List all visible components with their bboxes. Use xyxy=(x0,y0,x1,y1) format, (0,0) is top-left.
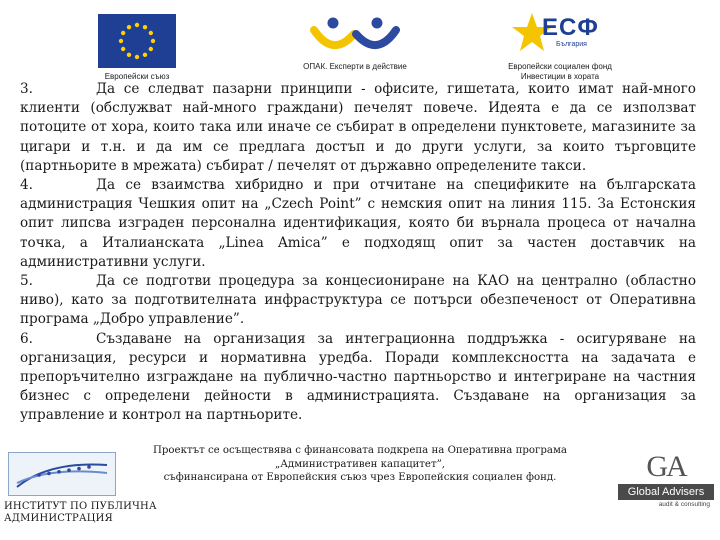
funding-note xyxy=(120,444,600,485)
list-item xyxy=(20,272,696,330)
esf-caption-line2: Инвестиции в хората xyxy=(520,72,600,81)
ipa-name-line1: ИНСТИТУТ ПО ПУБЛИЧНА xyxy=(4,501,157,512)
item-text: Създаване на организация за интеграционна поддръжка - осигуряване на организация, ресурси и нормативна уредба. Поради комплексността на задачата е препоръчително изграждане на публично-частно партньорство и интегриране на частния бизнес с определени дейности в администрацията. Създаване на организация за управление и контрол на партньорите. xyxy=(20,330,696,424)
esf-logo xyxy=(500,8,620,82)
ipa-name-line2: АДМИНИСТРАЦИЯ xyxy=(4,513,113,524)
funding-line1: Проектът се осъществява с финансовата подкрепа на Оперативна програма xyxy=(153,445,567,456)
eu-star xyxy=(127,53,131,57)
item-text: Да се подготви процедура за концесиониране на КАО на централно (областно ниво), като за подготвителната инфраструктура се потърси обезпеченост от Оперативна програма „Добро управление”. xyxy=(20,273,696,328)
item-text: Да се взаимства хибридно и при отчитане на спецификите на българската администрация Чешкия опит на „Czech Point” с немския опит на линия 115. За Естонския опит липсва изграден персонална идентификация, която би върнала процеса от начална точка, а Италианската „Linea Amica” е подходящ опит за частен доставчик на административни услуги. xyxy=(20,177,696,270)
ipa-star xyxy=(87,465,91,469)
eu-logo xyxy=(95,14,179,81)
ipa-star xyxy=(47,472,51,476)
eu-star xyxy=(127,25,131,29)
item-number: 5. xyxy=(20,273,33,290)
list-item xyxy=(20,80,696,176)
item-text: Да се следват пазарни принципи - офисите, гишетата, които имат най-много клиенти (обслужват най-много граждани) печелят повече. Идеята е да се използват потоците от хора, които така или иначе се събират в определени пунктовете, магазините за цигари и т.н. и да им се предлага достъп и до други услуги, за които търговците (партньорите в мрежата) събират / печелят от държавно определените такси. xyxy=(20,81,696,174)
opak-logo xyxy=(300,14,410,71)
ipa-star xyxy=(67,468,71,472)
list-item xyxy=(20,330,696,426)
item-number: 6. xyxy=(20,330,33,347)
ga-tagline: audit & consulting xyxy=(658,501,710,508)
ipa-star xyxy=(37,473,41,477)
eu-star xyxy=(143,53,147,57)
ga-mark: GA xyxy=(646,450,686,483)
opak-figures-icon xyxy=(300,14,410,54)
funding-line3: съфинансирана от Европейския съюз чрез Европейския социален фонд. xyxy=(163,472,557,483)
eu-star xyxy=(143,25,147,29)
global-advisers-logo xyxy=(618,452,714,508)
ipa-star xyxy=(57,470,61,474)
opak-caption: ОПАК. Експерти в действие xyxy=(303,62,407,71)
esf-caption xyxy=(500,62,620,82)
document-body xyxy=(20,80,696,426)
eu-star xyxy=(149,31,153,35)
eu-star xyxy=(151,39,155,43)
eu-star xyxy=(121,47,125,51)
eu-star xyxy=(119,39,123,43)
esf-caption-line1: Европейски социален фонд xyxy=(508,62,612,71)
eu-flag-icon xyxy=(98,14,176,68)
esf-mark-text: ЕСФ xyxy=(542,14,599,41)
funding-line2: „Административен капацитет”, xyxy=(274,458,446,470)
list-item xyxy=(20,176,696,272)
eu-star xyxy=(135,55,139,59)
eu-star xyxy=(135,23,139,27)
eu-star xyxy=(121,31,125,35)
ipa-emblem-icon xyxy=(8,452,116,496)
ga-name: Global Advisers xyxy=(618,484,714,500)
item-number: 4. xyxy=(20,177,33,194)
item-number: 3. xyxy=(20,81,33,97)
eu-star xyxy=(149,47,153,51)
ipa-logo xyxy=(4,452,164,525)
ipa-star xyxy=(77,467,81,471)
esf-sub-text: България xyxy=(556,41,587,48)
eu-caption: Европейски съюз xyxy=(104,72,170,81)
